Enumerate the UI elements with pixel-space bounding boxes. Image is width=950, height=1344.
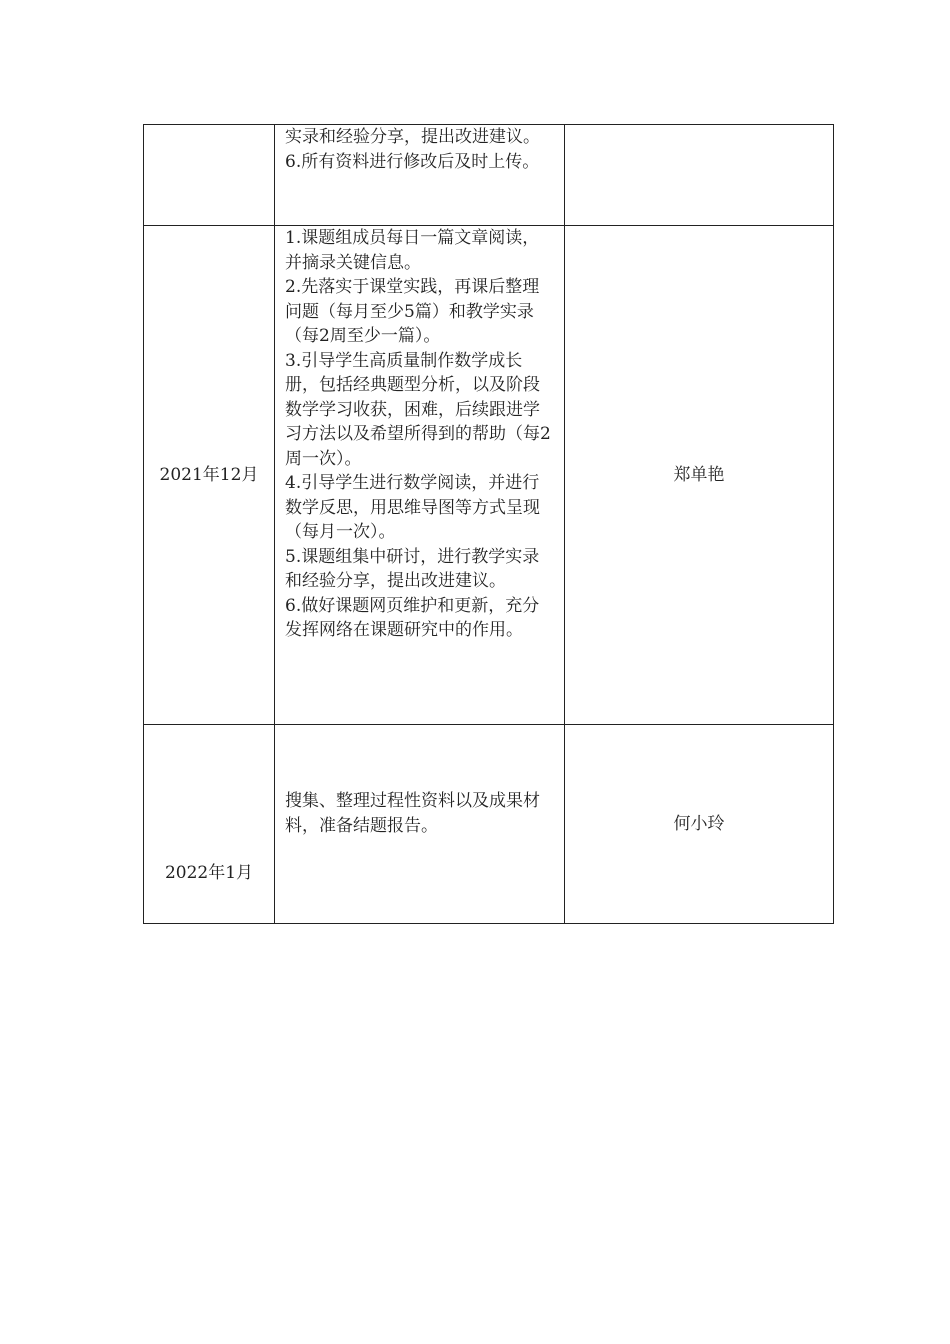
person-cell: 何小玲: [565, 725, 834, 924]
person-cell: 郑单艳: [565, 226, 834, 725]
task-item: 搜集、整理过程性资料以及成果材料，准备结题报告。: [285, 791, 540, 836]
task-item: 1.课题组成员每日一篇文章阅读，并摘录关键信息。: [285, 228, 540, 273]
task-cell: [275, 125, 565, 226]
task-item: 2.先落实于课堂实践，再课后整理问题（每月至少5篇）和教学实录（每2周至少一篇）。: [285, 277, 540, 346]
table-row: [144, 725, 834, 924]
task-cell: [275, 226, 565, 725]
task-item: 3.引导学生高质量制作数学成长册，包括经典题型分析，以及阶段数学学习收获，困难，后续跟进学习方法以及希望所得到的帮助（每2周一次）。: [285, 350, 551, 469]
date-text: 2022年1月: [164, 863, 254, 883]
date-cell: [144, 725, 275, 924]
task-item: 6.所有资料进行修改后及时上传。: [285, 151, 540, 172]
task-item: 5.课题组集中研讨，进行教学实录和经验分享，提出改进建议。: [285, 546, 540, 591]
date-text: 2021年12月: [159, 465, 259, 485]
person-cell: [565, 125, 834, 226]
task-item: 实录和经验分享，提出改进建议。: [285, 127, 540, 147]
schedule-table: [143, 124, 834, 924]
table-row: [144, 226, 834, 725]
task-item: 4.引导学生进行数学阅读，并进行数学反思，用思维导图等方式呈现（每月一次）。: [285, 473, 540, 542]
date-cell: [144, 226, 275, 725]
date-cell: [144, 125, 275, 226]
task-item: 6.做好课题网页维护和更新，充分发挥网络在课题研究中的作用。: [285, 595, 540, 640]
table-row: [144, 125, 834, 226]
task-cell: [275, 725, 565, 924]
